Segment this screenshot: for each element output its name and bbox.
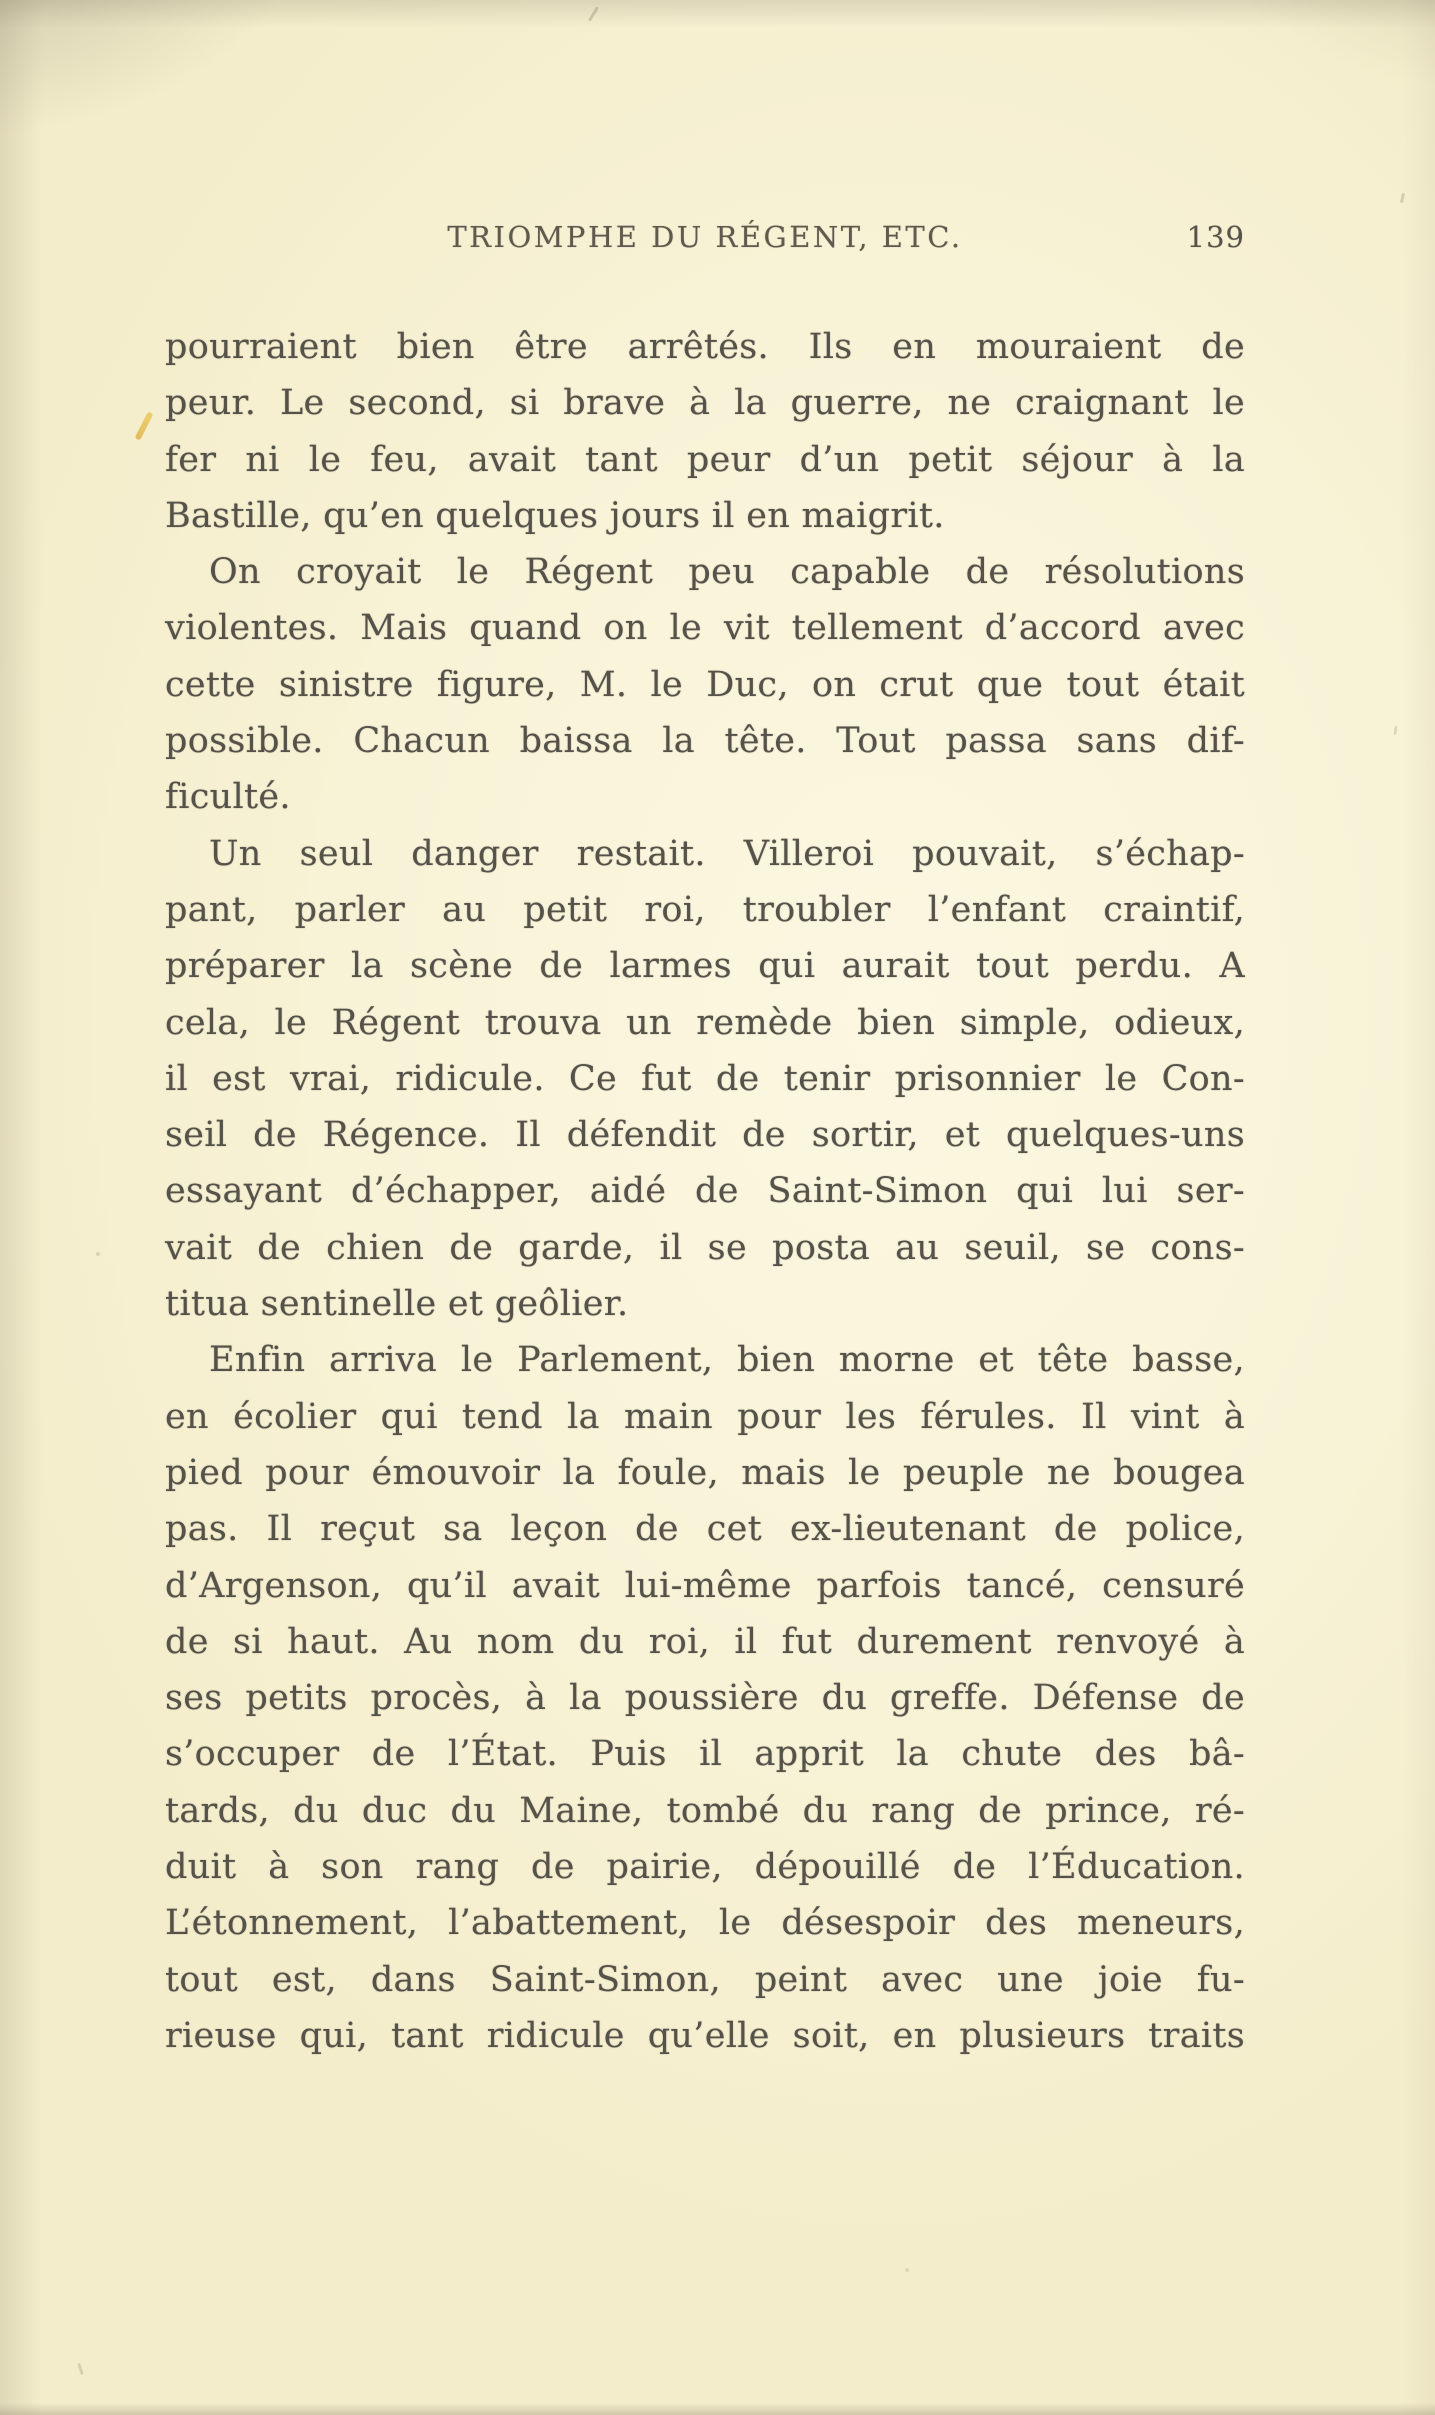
text-line: duit à son rang de pairie, dépouillé de l’Éducation. xyxy=(165,1847,1245,1888)
text-line: On croyait le Régent peu capable de résolutions xyxy=(209,552,1245,593)
text-line: essayant d’échapper, aidé de Saint-Simon qui lui ser- xyxy=(165,1171,1245,1212)
text-line: tout est, dans Saint-Simon, peint avec une joie fu- xyxy=(165,1959,1245,2000)
text-line: il est vrai, ridicule. Ce fut de tenir prisonnier le Con- xyxy=(165,1058,1245,1099)
text-line: peur. Le second, si brave à la guerre, ne craignant le xyxy=(165,383,1245,424)
page-header-title: TRIOMPHE DU RÉGENT, ETC. xyxy=(447,220,963,254)
text-line: ficulté. xyxy=(165,777,291,818)
body-text xyxy=(165,319,1245,2064)
text-line: Enfin arriva le Parlement, bien morne et tête basse, xyxy=(209,1340,1245,1381)
text-line: préparer la scène de larmes qui aurait tout perdu. A xyxy=(165,946,1245,987)
text-line: fer ni le feu, avait tant peur d’un petit séjour à la xyxy=(165,439,1245,480)
paper-speck xyxy=(1400,193,1405,203)
text-line: pant, parler au petit roi, troubler l’enfant craintif, xyxy=(165,889,1245,930)
text-line: Un seul danger restait. Villeroi pouvait, s’échap- xyxy=(209,833,1245,874)
paper-speck xyxy=(588,6,599,21)
page-number: 139 xyxy=(1186,220,1245,254)
text-line: de si haut. Au nom du roi, il fut durement renvoyé à xyxy=(165,1621,1245,1662)
text-line: d’Argenson, qu’il avait lui-même parfois tancé, censuré xyxy=(165,1565,1245,1606)
text-line: pas. Il reçut sa leçon de cet ex-lieutenant de police, xyxy=(165,1509,1245,1550)
paper-speck xyxy=(1393,726,1397,735)
margin-ink-stain xyxy=(135,411,154,440)
text-line: pourraient bien être arrêtés. Ils en mouraient de xyxy=(165,327,1245,367)
paper-speck xyxy=(77,2363,84,2375)
paper-speck xyxy=(96,1252,100,1256)
text-line: titua sentinelle et geôlier. xyxy=(165,1284,629,1325)
text-line: cette sinistre figure, M. le Duc, on crut que tout était xyxy=(165,664,1245,705)
text-line: possible. Chacun baissa la tête. Tout passa sans dif- xyxy=(165,721,1245,762)
text-line: violentes. Mais quand on le vit tellement d’accord avec xyxy=(165,608,1245,649)
text-line: vait de chien de garde, il se posta au seuil, se cons- xyxy=(165,1227,1245,1268)
running-header xyxy=(165,220,1245,260)
text-line: en écolier qui tend la main pour les férules. Il vint à xyxy=(165,1396,1245,1437)
text-line: s’occuper de l’État. Puis il apprit la chute des bâ- xyxy=(165,1734,1245,1775)
text-line: ses petits procès, à la poussière du greffe. Défense de xyxy=(165,1678,1245,1719)
text-line: rieuse qui, tant ridicule qu’elle soit, en plusieurs traits xyxy=(165,2015,1245,2056)
text-line: L’étonnement, l’abattement, le désespoir des meneurs, xyxy=(165,1903,1245,1944)
text-line: pied pour émouvoir la foule, mais le peuple ne bougea xyxy=(165,1452,1245,1493)
paper-speck xyxy=(905,2268,909,2272)
text-line: tards, du duc du Maine, tombé du rang de prince, ré- xyxy=(165,1790,1245,1831)
text-line: seil de Régence. Il défendit de sortir, et quelques-uns xyxy=(165,1115,1245,1156)
text-line: cela, le Régent trouva un remède bien simple, odieux, xyxy=(165,1002,1245,1043)
text-line: Bastille, qu’en quelques jours il en maigrit. xyxy=(165,495,945,536)
